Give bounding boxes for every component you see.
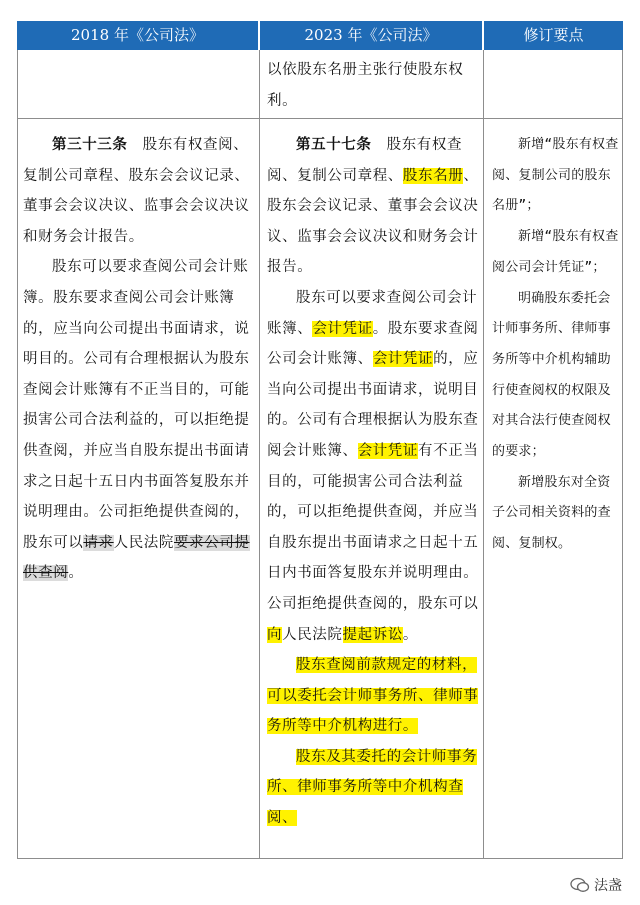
cell-2018-article: [23, 130, 255, 589]
highlighted-text: 向: [267, 626, 283, 643]
deleted-text: 请求: [83, 534, 114, 551]
revision-point-3: 明确股东委托会计师事务所、律师事务所等中介机构辅助行使查阅权的权限及对其合法行使查阅权的要求；: [492, 290, 611, 460]
article-33-text: 股东有权查阅、复制公司章程、股东会会议记录、董事会会议决议、监事会会议决议和财务会计报告。: [23, 137, 250, 245]
article-33-title: 第三十三条: [52, 136, 128, 153]
revision-point-2: 新增“股东有权查阅公司会计凭证”；: [492, 229, 619, 275]
watermark-text: 法盏: [594, 878, 622, 894]
cell-revision-points: [492, 130, 620, 560]
prev-row-2023-text: 以依股东名册主张行使股东权利。: [267, 62, 464, 109]
border-bottom: [17, 858, 623, 859]
watermark: [570, 875, 622, 895]
article-57-title: 第五十七条: [296, 136, 372, 153]
highlighted-text: 会计凭证: [372, 351, 434, 368]
article-57-para3: [267, 650, 479, 742]
header-2018-law: 2018 年《公司法》: [17, 21, 258, 50]
border-col2: [483, 50, 484, 859]
wechat-icon: [570, 877, 590, 893]
highlighted-text: 股东查阅前款规定的材料，可以委托会计师事务所、律师事务所等中介机构进行。: [267, 657, 479, 735]
comparison-table: [17, 21, 640, 859]
highlighted-text: 提起诉讼: [342, 626, 403, 643]
highlighted-text: 股东名册: [402, 167, 464, 184]
header-2023-law: 2023 年《公司法》: [260, 21, 482, 50]
highlighted-text: 股东及其委托的会计师事务所、律师事务所等中介机构查阅、: [267, 748, 478, 827]
highlighted-text: 会计凭证: [357, 442, 419, 459]
article-57-para1: 第五十七条 股东有权查阅、复制公司章程、股东名册、股东会会议记录、董事会会议决议、监事会会议决议和财务会计报告。: [267, 136, 479, 276]
cell-2023-article: [267, 130, 479, 834]
border-right: [622, 50, 623, 859]
deleted-text: 要求公司提供查阅: [23, 534, 250, 582]
revision-point-4: 新增股东对全资子公司相关资料的查阅、复制权。: [492, 474, 611, 552]
revision-point-1: 新增“股东有权查阅、复制公司的股东名册”；: [492, 137, 619, 214]
article-57-para2: 股东可以要求查阅公司会计账簿、会计凭证。股东要求查阅公司会计账簿、会计凭证的，应当向公司提出书面请求，说明目的。公司有合理根据认为股东查阅会计账簿、会计凭证有不正当目的，可能损害公司合法利益的，可以拒绝提供查阅，并应当自股东提出书面请求之日起十五日内书面答复股东并说明理由。公司拒绝提供查阅的，股东可以向人民法院提起诉讼。: [267, 289, 479, 643]
header-revision-points: 修订要点: [484, 21, 623, 50]
article-33-para1: [23, 130, 255, 252]
row-divider: [17, 118, 623, 119]
border-left: [17, 50, 18, 859]
highlighted-text: 会计凭证: [312, 320, 373, 337]
article-33-para2: 股东可以要求查阅公司会计账簿。股东要求查阅公司会计账簿的，应当向公司提出书面请求，说明目的。公司有合理根据认为股东查阅会计账簿有不正当目的，可能损害公司合法利益的，可以拒绝提供查阅，并应当自股东提出书面请求之日起十五日内书面答复股东并说明理由。公司拒绝提供查阅的，股东可以请求人民法院要求公司提供查阅。: [23, 259, 250, 582]
border-col1: [259, 50, 260, 859]
article-57-para4: [267, 742, 479, 834]
